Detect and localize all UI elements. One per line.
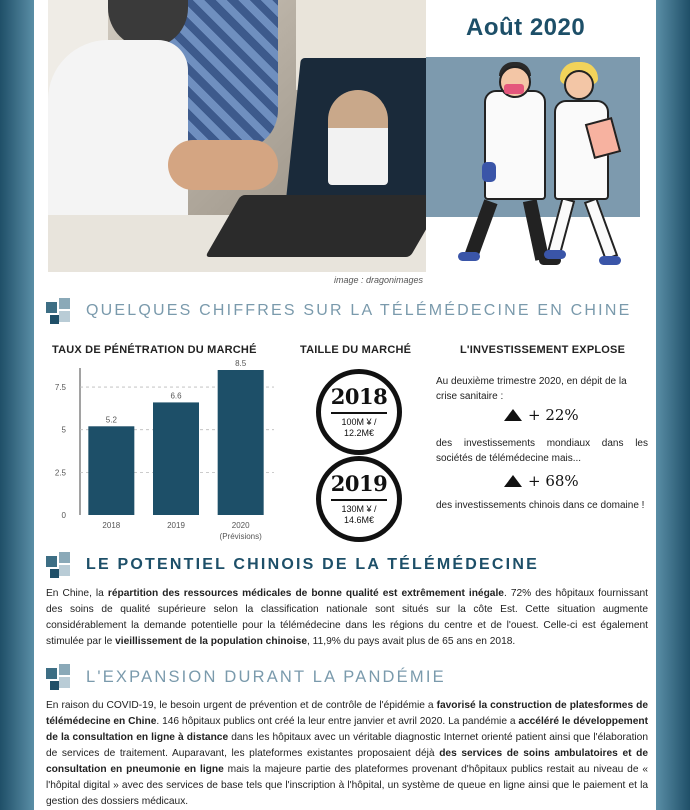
squares-icon <box>46 552 72 578</box>
emphasis-text: répartition des ressources médicales de bonne qualité est extrêmement inégale <box>107 588 504 599</box>
bar-value-label: 5.2 <box>105 415 117 425</box>
section-header-potential <box>46 552 539 578</box>
body-text: dans les hôpitaux avec un véritable diagnostic Internet orienté patient ainsi que l'élaboration de services de traitement. Auparavant, les plateformes existantes proposaient déjà <box>46 732 648 759</box>
y-tick-label: 5 <box>61 425 66 435</box>
bar <box>153 402 199 515</box>
emphasis-text: favorisé la construction de platesformes de télémédecine en Chine <box>46 700 648 727</box>
issue-month: Août 2020 <box>466 14 586 41</box>
investment-global-text: des investissements mondiaux dans les sociétés de télémédecine mais... <box>436 438 648 464</box>
market-size-2018-badge <box>316 369 402 455</box>
china-investment-growth <box>504 472 579 490</box>
body-text: mais la majeure partie des plateformes provenant d'hôpitaux publics restait au niveau de « l'hôpital digital » avec des services de base tels que l'inscription à l'hôpital, un système de queue en ligne ainsi que le paiement et la gestion des dossiers médicaux. <box>46 764 648 807</box>
y-tick-label: 7.5 <box>54 383 66 393</box>
growth-value: + 22% <box>528 406 579 424</box>
market-value-eur: 14.6M€ <box>343 514 375 525</box>
body-text: . 72% des hôpitaux fournissant des soins de qualité supérieure selon la classification nationale sont situés sur la côte Est. Cette situation augmente considérablement la demande potentielle pour la télémédecine dans les régions du centre et de l'ouest. Celle-ci est également stimulée par le <box>46 588 648 647</box>
growth-value: + 68% <box>528 472 579 490</box>
bar <box>218 370 264 515</box>
section-title: L'EXPANSION DURANT LA PANDÉMIE <box>86 667 446 686</box>
potential-paragraph <box>46 586 648 650</box>
body-text: En Chine, la <box>46 588 108 599</box>
bar <box>88 426 134 515</box>
newsletter-page <box>34 0 656 810</box>
section-header-figures <box>46 298 631 324</box>
emphasis-text: vieillissement de la population chinoise <box>115 636 308 647</box>
investment-china-text: des investissements chinois dans ce domaine ! <box>436 500 645 511</box>
section-header-pandemic <box>46 664 446 690</box>
market-year: 2019 <box>330 471 388 496</box>
pandemic-paragraph <box>46 698 648 810</box>
x-tick-label: 2018 <box>102 521 121 530</box>
penetration-bar-chart <box>34 358 284 548</box>
left-border <box>0 0 34 810</box>
emphasis-text: des services de soins ambulatoires et de consultation en pneumonie en ligne <box>46 748 649 775</box>
x-tick-label: 2020 <box>231 521 250 530</box>
right-border <box>656 0 690 810</box>
telemedicine-photo <box>48 0 426 272</box>
body-text: . 146 hôpitaux publics ont créé la leur entre janvier et avril 2020. La pandémie a <box>156 716 519 727</box>
bar-value-label: 8.5 <box>235 359 247 368</box>
market-year: 2018 <box>330 384 388 409</box>
market-value-cny: 100M ¥ / <box>341 416 377 427</box>
y-tick-label: 0 <box>61 511 66 520</box>
body-text: , 11,9% du pays avait plus de 65 ans en 2018. <box>307 636 516 647</box>
market-size-title: TAILLE DU MARCHÉ <box>300 344 412 356</box>
y-tick-label: 2.5 <box>54 468 66 478</box>
penetration-title: TAUX DE PÉNÉTRATION DU MARCHÉ <box>52 344 257 356</box>
up-triangle-icon <box>504 475 522 487</box>
squares-icon <box>46 664 72 690</box>
squares-icon <box>46 298 72 324</box>
bar-value-label: 6.6 <box>170 391 182 401</box>
market-value-cny: 130M ¥ / <box>341 503 377 514</box>
section-title: QUELQUES CHIFFRES SUR LA TÉLÉMÉDECINE EN CHINE <box>86 302 632 319</box>
up-triangle-icon <box>504 409 522 421</box>
section-title: LE POTENTIEL CHINOIS DE LA TÉLÉMÉDECINE <box>86 556 539 573</box>
investment-title: L'INVESTISSEMENT EXPLOSE <box>460 344 626 356</box>
market-size-2019-badge <box>316 456 402 542</box>
x-tick-label: 2019 <box>167 521 185 530</box>
global-investment-growth <box>504 406 579 424</box>
photo-caption: image : dragonimages <box>334 275 424 285</box>
body-text: En raison du COVID-19, le besoin urgent de prévention et de contrôle de l'épidémie a <box>46 700 437 711</box>
market-value-eur: 12.2M€ <box>343 427 375 438</box>
emphasis-text: accéléré le développement de la consultation en ligne à distance <box>46 716 648 743</box>
investment-intro: Au deuxième trimestre 2020, en dépit de la crise sanitaire : <box>436 376 627 402</box>
x-tick-sublabel: (Prévisions) <box>219 532 262 541</box>
